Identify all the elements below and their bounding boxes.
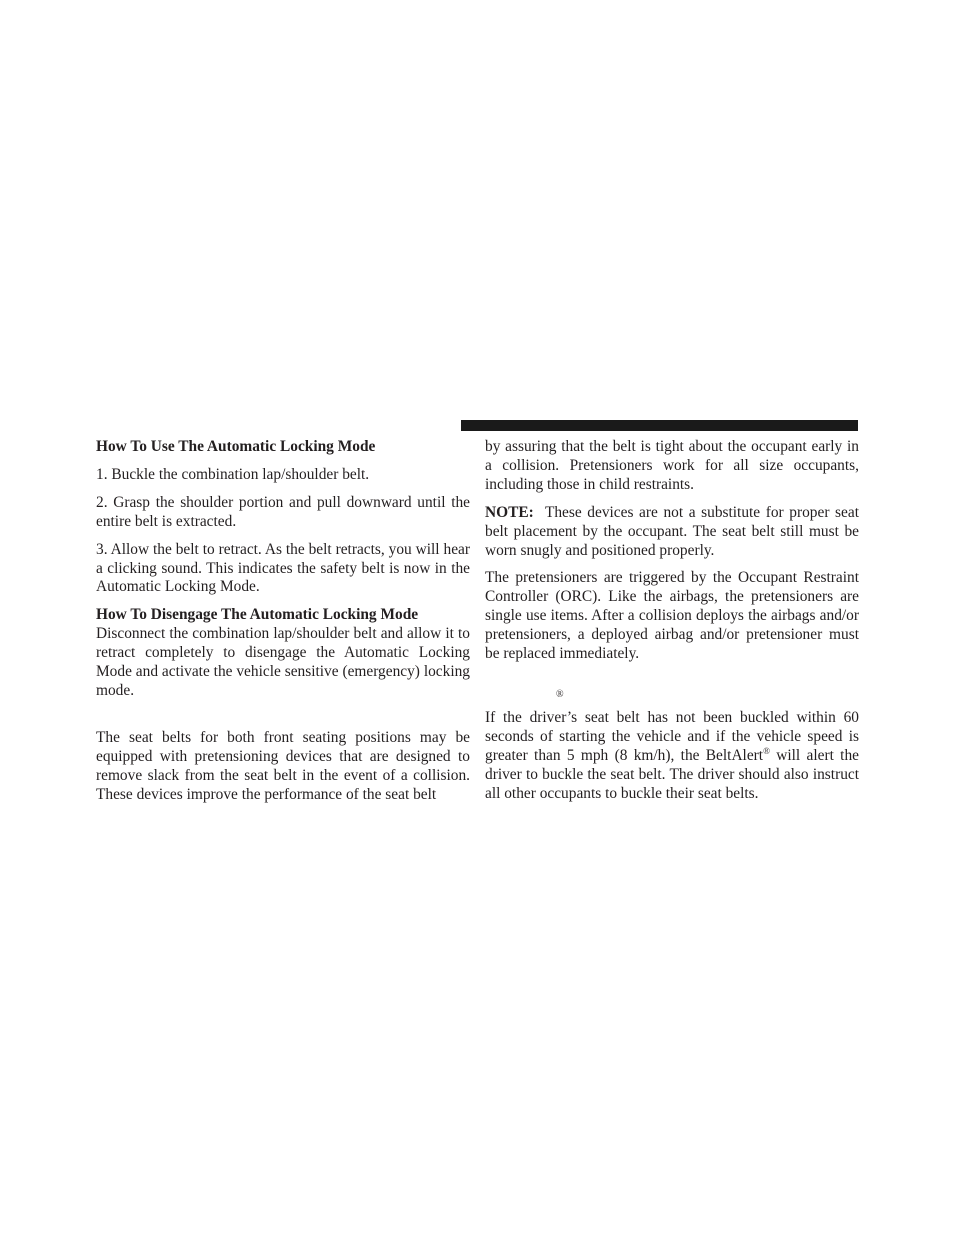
registered-mark: ® xyxy=(556,689,564,700)
step-3: 3. Allow the belt to retract. As the belt retracts, you will hear a clicking sound. This indicates the safety belt is now in the Automatic Locking Mode. xyxy=(96,540,470,596)
note-paragraph xyxy=(485,504,859,561)
note-label: NOTE: xyxy=(485,503,534,521)
step-1: 1. Buckle the combination lap/shoulder belt. xyxy=(96,465,370,483)
right-column xyxy=(485,438,859,804)
left-column xyxy=(96,438,470,805)
orc-paragraph: The pretensioners are triggered by the Occupant Restraint Controller (ORC). Like the airbags, the pretensioners are single use items. After a collision deploys the airbags and/or pretensioners, a deployed airbag and/or pretensioner must be replaced immediately. xyxy=(485,569,859,663)
beltalert-paragraph xyxy=(485,709,859,804)
beltalert-registered-mark: ® xyxy=(763,745,770,756)
heading-automatic-locking: How To Use The Automatic Locking Mode xyxy=(96,438,376,455)
step-2: 2. Grasp the shoulder portion and pull downward until the entire belt is extracted. xyxy=(96,493,470,530)
beltalert-text-b: will alert the driver to buckle the seat belt. The driver should also instruct all other occupants to buckle their seat belts. xyxy=(485,746,859,802)
continued-paragraph: by assuring that the belt is tight about the occupant early in a collision. Pretensioners work for all size occupants, including those in child restraints. xyxy=(485,438,859,493)
note-text: These devices are not a substitute for proper seat belt placement by the occupant. The seat belt still must be worn snugly and positioned properly. xyxy=(485,503,859,559)
section-header-bar xyxy=(461,420,858,431)
pretensioner-paragraph: The seat belts for both front seating positions may be equipped with pretensioning devices that are designed to remove slack from the seat belt in the event of a collision. These devices improve the performance of the seat belt xyxy=(96,728,470,803)
heading-disengage: How To Disengage The Automatic Locking Mode xyxy=(96,606,419,624)
beltalert-text-a: If the driver’s seat belt has not been buckled within 60 seconds of starting the vehicle and if the vehicle speed is greater than 5 mph (8 km/h), the BeltAlert xyxy=(485,708,859,764)
disengage-paragraph: Disconnect the combination lap/shoulder belt and allow it to retract completely to disengage the Automatic Locking Mode and activate the vehicle sensitive (emergency) locking mode. xyxy=(96,625,470,699)
